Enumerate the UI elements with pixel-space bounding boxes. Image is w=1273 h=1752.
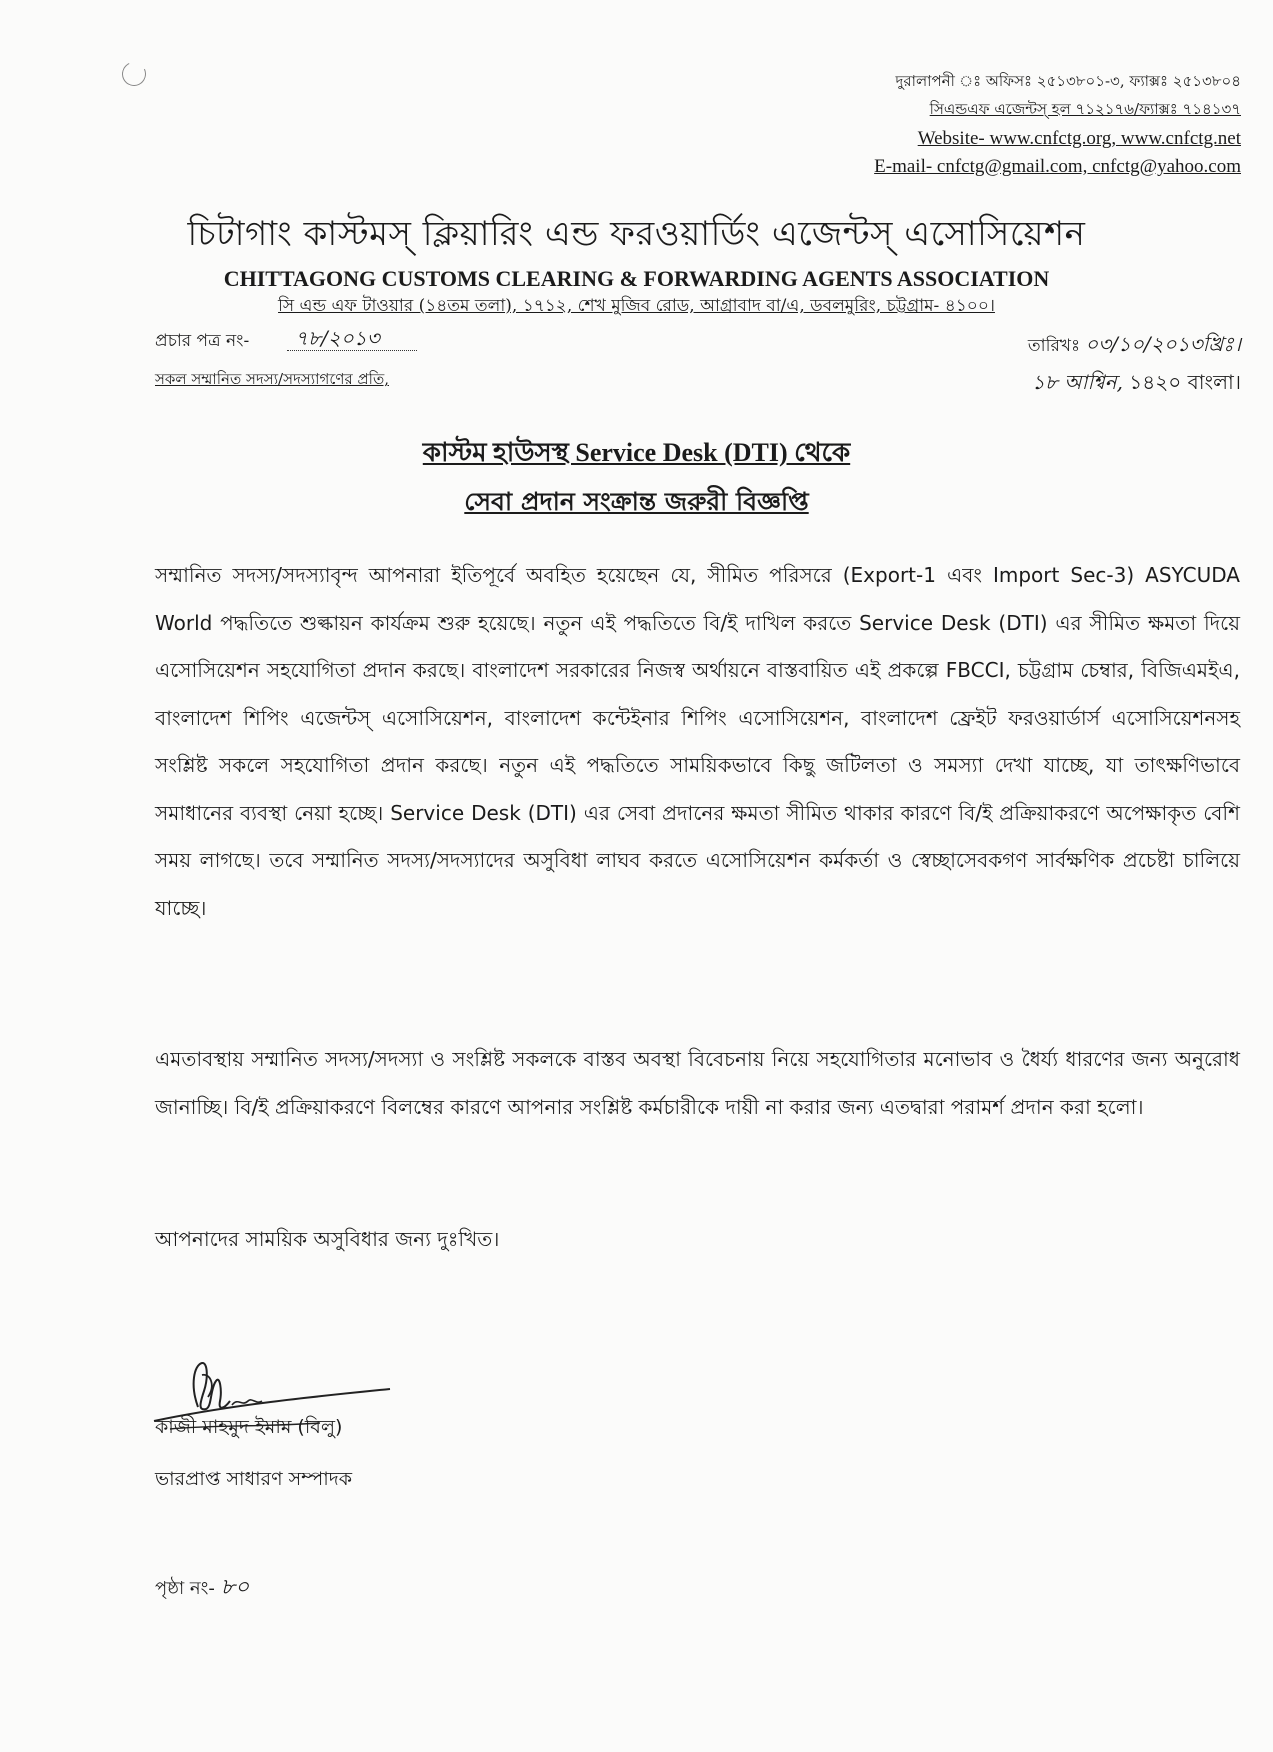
punch-hole-mark: [119, 59, 150, 90]
signatory-name: কাজী মাহমুদ ইমাম (বিলু): [155, 1416, 343, 1438]
date-label: তারিখঃ: [1027, 336, 1081, 356]
circular-number-underline: [287, 350, 417, 351]
page-number-label: পৃষ্ঠা নং-: [155, 1578, 215, 1599]
organization-name-bangla: চিটাগাং কাস্টমস্ ক্লিয়ারিং এন্ড ফরওয়ার্ডিং এজেন্টস্ এসোসিয়েশন: [187, 214, 1086, 254]
contact-email: E-mail- cnfctg@gmail.com, cnfctg@yahoo.com: [874, 156, 1241, 177]
body-paragraph-1: সম্মানিত সদস্য/সদস্যাবৃন্দ আপনারা ইতিপূর্বে অবহিত হয়েছেন যে, সীমিত পরিসরে (Export-1 এবং Import Sec-3) ASYCUDA World পদ্ধতিতে শুল্কায়ন কার্যক্রম শুরু হয়েছে। নতুন এই পদ্ধতিতে বি/ই দাখিল করতে Service Desk (DTI) এর সীমিত ক্ষমতা দিয়ে এসোসিয়েশন সহযোগিতা প্রদান করছে। বাংলাদেশ সরকারের নিজস্ব অর্থায়নে বাস্তবায়িত এই প্রকল্পে FBCCI, চট্টগ্রাম চেম্বার, বিজিএমইএ, বাংলাদেশ শিপিং এজেন্টস্ এসোসিয়েশন, বাংলাদেশ কন্টেইনার শিপিং এসোসিয়েশন, বাংলাদেশ ফ্রেইট ফরওয়ার্ডার্স এসোসিয়েশনসহ সংশ্লিষ্ট সকলে সহযোগিতা প্রদান করছে। নতুন এই পদ্ধতিতে সাময়িকভাবে কিছু জটিলতা ও সমস্যা দেখা যাচ্ছে, যা তাৎক্ষণিভাবে সমাধানের ব্যবস্থা নেয়া হচ্ছে। Service Desk (DTI) এর সেবা প্রদানের ক্ষমতা সীমিত থাকার কারণে বি/ই প্রক্রিয়াকরণে অপেক্ষাকৃত বেশি সময় লাগছে। তবে সম্মানিত সদস্য/সদস্যাদের অসুবিধা লাঘব করতে এসোসিয়েশন কর্মকর্তা ও স্বেচ্ছাসেবকগণ সার্বক্ষণিক প্রচেষ্টা চালিয়ে যাচ্ছে।: [155, 563, 1240, 920]
subject-line-2-text: সেবা প্রদান সংক্রান্ত জরুরী বিজ্ঞপ্তি: [464, 487, 809, 516]
circular-number: ৭৮/২০১৩: [295, 326, 380, 350]
date-bangla-day: ১৮ আশ্বিন,: [1031, 370, 1123, 394]
circular-label: প্রচার পত্র নং-: [155, 331, 250, 351]
page-number-line: [155, 1570, 249, 1607]
page-number-value: ৮০: [220, 1575, 250, 1600]
date-bangla: [1032, 368, 1241, 401]
contact-phone: দুরালাপনী ঃ অফিসঃ ২৫১৩৮০১-৩, ফ্যাক্সঃ ২৫১৩৮০৪: [895, 72, 1241, 90]
date-value: ০৩/১০/২০১৩খ্রিঃ।: [1085, 332, 1241, 356]
contact-cnf-agents: সিএন্ডএফ এজেন্টস্ হল ৭১২১৭৬/ফ্যাক্সঃ ৭১৪১৩৭: [929, 100, 1241, 118]
subject-line-2: [0, 482, 1273, 525]
subject-line-1-text: কাস্টম হাউসস্থ Service Desk (DTI) থেকে: [422, 438, 851, 467]
recipients-line: সকল সম্মানিত সদস্য/সদস্যাগণের প্রতি,: [155, 370, 389, 388]
contact-website: Website- www.cnfctg.org, www.cnfctg.net: [917, 128, 1241, 149]
date-bangla-year: ১৪২০ বাংলা।: [1129, 370, 1241, 394]
date-line: [1028, 330, 1241, 363]
body-paragraph-2: এমতাবস্থায় সম্মানিত সদস্য/সদস্যা ও সংশ্লিষ্ট সকলকে বাস্তব অবস্থা বিবেচনায় নিয়ে সহযোগিতার মনোভাব ও ধৈর্য্য ধারণের জন্য অনুরোধ জানাচ্ছি। বি/ই প্রক্রিয়াকরণে বিলম্বের কারণে আপনার সংশ্লিষ্ট কর্মচারীকে দায়ী না করার জন্য এতদ্বারা পরামর্শ প্রদান করা হলো।: [155, 1047, 1240, 1119]
signatory-title: ভারপ্রাপ্ত সাধারণ সম্পাদক: [155, 1468, 353, 1490]
body-paragraph-3: আপনাদের সাময়িক অসুবিধার জন্য দুঃখিত।: [155, 1227, 500, 1251]
organization-address: সি এন্ড এফ টাওয়ার (১৪তম তলা), ১৭১২, শেখ মুজিব রোড, আগ্রাবাদ বা/এ, ডবলমুরিং, চট্টগ্রাম- ৪১০০।: [278, 296, 995, 316]
subject-line-1: [0, 432, 1273, 476]
organization-name-english: CHITTAGONG CUSTOMS CLEARING & FORWARDING AGENTS ASSOCIATION: [223, 266, 1050, 291]
organization-address-line: [0, 293, 1273, 321]
